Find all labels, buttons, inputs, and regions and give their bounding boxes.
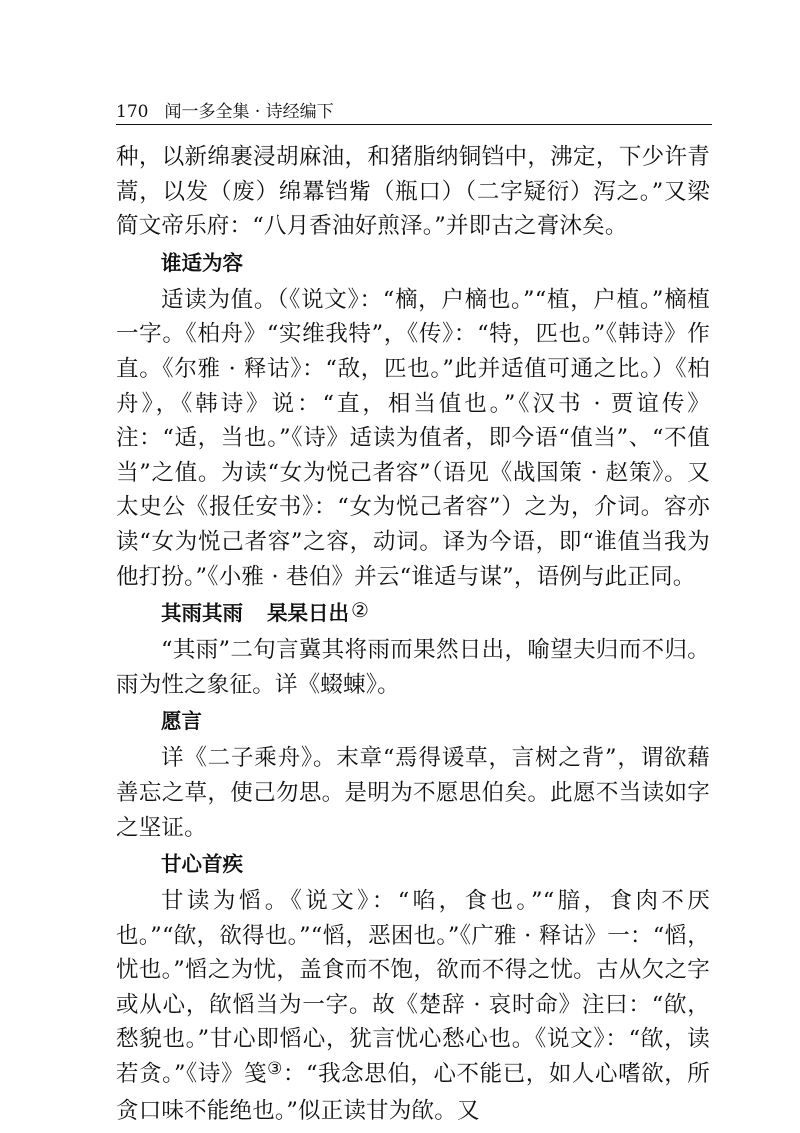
footnote-marker: ②	[351, 598, 369, 623]
running-title: 闻一多全集 · 诗经编下	[164, 102, 334, 122]
paragraph-shui-shi-wei-rong: 适读为值。（《说文》：“樀，户樀也。”“植，户植。”樀植一字。《柏舟》“实维我特”，《传》：“特，匹也。”《韩诗》作直。《尔雅 · 释诂》：“敌，匹也。”此并适值可通之比。）《柏舟》，《韩诗》说：“直，相当值也。”《汉书 · 贾谊传》注：“适，当也。”《诗》适读为值者，即今语“值当”、“不值当”之值。为读“女为悦己者容”（语见《战国策 · 赵策》。又太史公《报任安书》：“女为悦己者容”）之为，介词。容亦读“女为悦己者容”之容，动词。译为今语，即“谁值当我为他打扮。”《小雅 · 巷伯》并云“谁适与谋”，语例与此正同。	[116, 286, 710, 590]
page-number: 170	[116, 102, 149, 122]
entry-heading-qi-yu-qi-yu	[116, 594, 710, 633]
entry-heading-gan-xin-shou-ji	[116, 845, 710, 884]
paragraph-qi-yu-qi-yu: “其雨”二句言冀其将雨而果然日出，喻望夫归而不归。雨为性之象征。详《蝃蝀》。	[116, 637, 710, 698]
paragraph-gan-xin-shou-ji	[116, 884, 710, 1128]
body-text	[116, 140, 710, 1128]
footnote-marker: ③	[267, 1059, 283, 1080]
paragraph-text-part-a: 甘读为慆。《说文》：“啗，食也。”“腤，食肉不厌也。”“欿，欲得也。”“慆，恶困也。”《广雅 · 释诂》一：“慆，忧也。”慆之为忧，盖食而不饱，欲而不得之忧。古从欠之字或从心，欿慆当为一字。故《楚辞 · 哀时命》注曰：“欿，愁貌也。”甘心即慆心，犹言忧心愁心也。《说文》：“欿，读若贪。”《诗》笺	[116, 888, 710, 1088]
entry-heading-text-b: 杲杲日出	[267, 601, 349, 626]
running-header	[116, 92, 712, 122]
header-rule	[116, 124, 712, 125]
entry-heading-text: 谁适为容	[161, 250, 243, 275]
paragraph-text-part-b: ：“我念思伯，心不能已，如人心嗜欲，所贪口味不能绝也。”似正读甘为欿。又	[116, 1061, 710, 1124]
entry-heading-shui-shi-wei-rong	[116, 244, 710, 283]
paragraph-yuan-yan: 详《二子乘舟》。末章“焉得谖草，言树之背”，谓欲藉善忘之草，使己勿思。是明为不愿思伯矣。此愿不当读如字之坚证。	[116, 745, 710, 841]
entry-heading-text: 甘心首疾	[161, 852, 243, 877]
entry-heading-yuan-yan	[116, 702, 710, 741]
entry-heading-text-a: 其雨其雨	[161, 601, 243, 626]
entry-heading-text: 愿言	[161, 709, 202, 734]
paragraph-continued: 种，以新绵裹浸胡麻油，和猪脂纳铜铛中，沸定，下少许青蒿，以发（废）绵羃铛觜（瓶口）（二字疑衍）泻之。”又梁简文帝乐府：“八月香油好煎泽。”并即古之膏沐矣。	[116, 144, 710, 240]
